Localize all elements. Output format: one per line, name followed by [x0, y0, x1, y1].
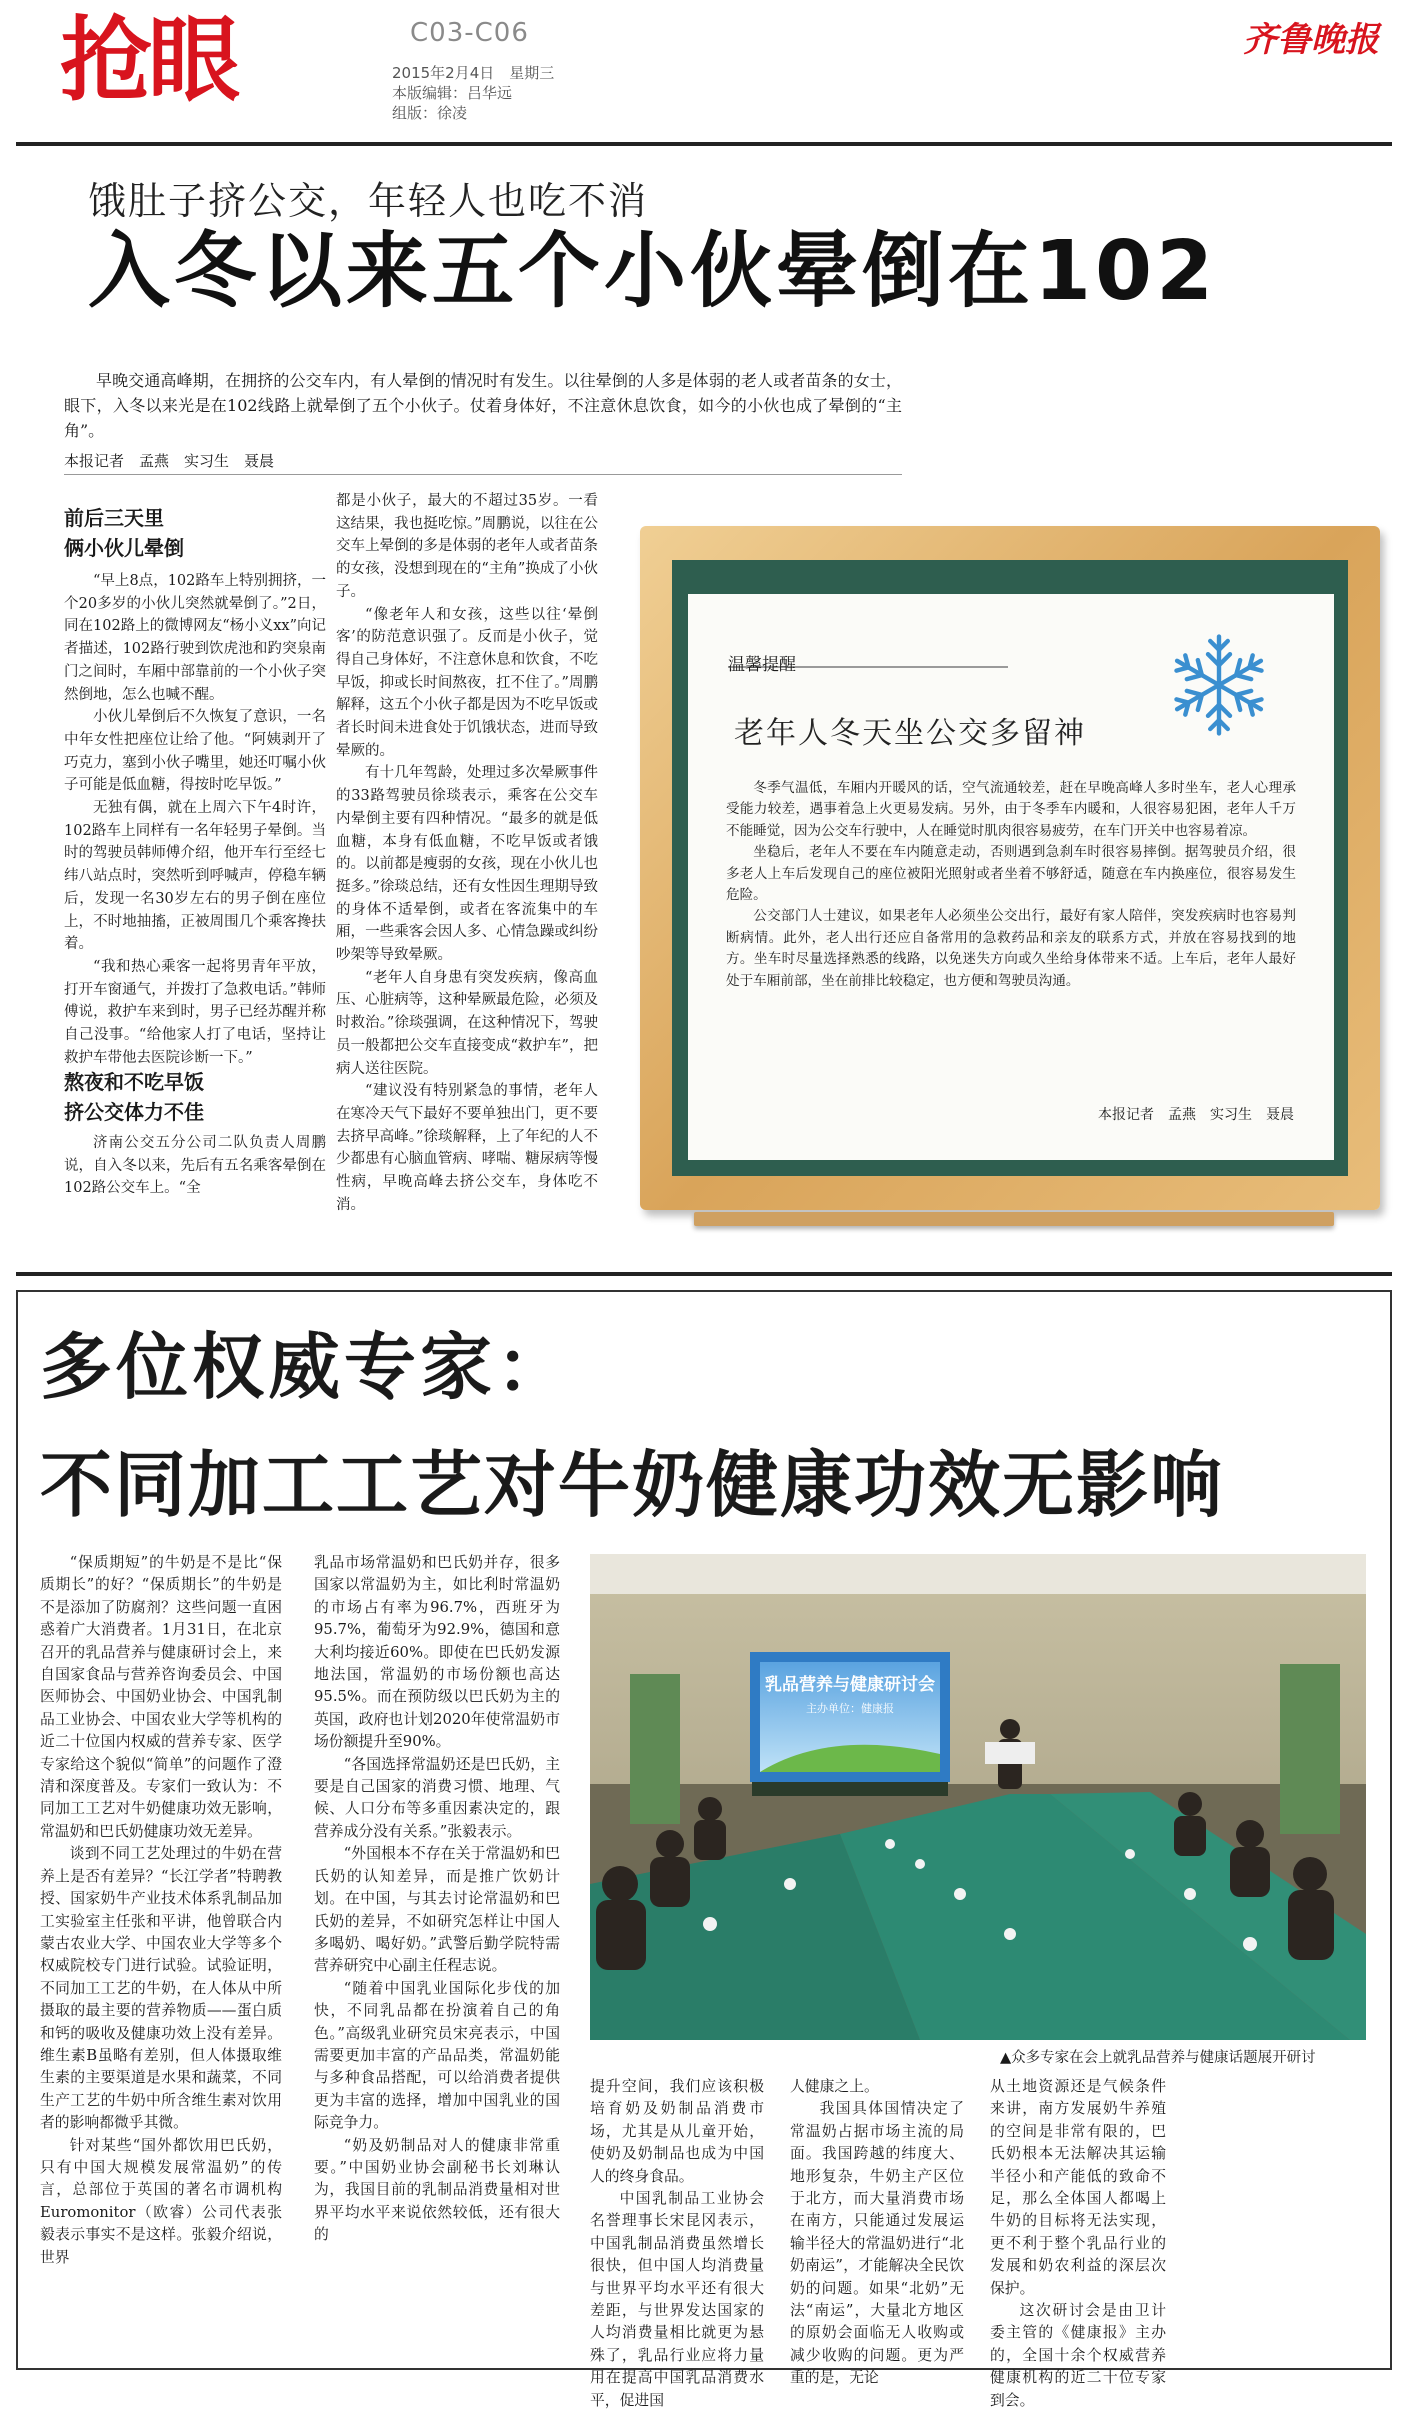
issue-date: 2015年2月4日 星期三 — [392, 64, 555, 82]
paragraph: 针对某些“国外都饮用巴氏奶，只有中国大规模发展常温奶”的传言，总部位于英国的著名市调机构Euromonitor（欧睿）公司代表张毅表示事实不是这样。张毅介绍说，世界 — [40, 2136, 282, 2266]
masthead — [0, 0, 1409, 150]
story2-column-4 — [790, 2076, 964, 2387]
story1-column-1-tail — [64, 1132, 326, 1202]
paragraph: 坐稳后，老年人不要在车内随意走动，否则遇到急刹车时很容易摔倒。据驾驶员介绍，很多老人上车后发现自己的座位被阳光照射或者坐着不够舒适，随意在车内换座位，很容易发生危险。 — [726, 844, 1296, 904]
newspaper-brand: 齐鲁晚报 — [1243, 20, 1379, 60]
paragraph: “早上8点，102路车上特别拥挤，一个20多岁的小伙儿突然就晕倒了。”2日，同在102路上的微博网友“杨小义xx”向记者描述，102路行驶到饮虎池和趵突泉南门之间时，车厢中部靠前的一个小伙子突然倒地，怎么也喊不醒。 — [64, 573, 326, 703]
paragraph: 从土地资源还是气候条件来讲，南方发展奶牛养殖的空间是非常有限的，巴氏奶根本无法解决其运输半径小和产能低的致命不足，那么全体国人都喝上牛奶的目标将无法实现，更不利于整个乳品行业的发展和奶农利益的深层次保护。 — [990, 2078, 1166, 2297]
story1-lead: 早晚交通高峰期，在拥挤的公交车内，有人晕倒的情况时有发生。以往晕倒的人多是体弱的老人或者苗条的女士，眼下，入冬以来光是在102线路上就晕倒了五个小伙子。仗着身体好，不注意休息饮食，如今的小伙也成了晕倒的“主角”。 — [64, 371, 902, 440]
notice-board — [604, 500, 1394, 1270]
paragraph: “随着中国乳业国际化步伐的加快，不同乳品都在扮演着自己的角色。”高级乳业研究员宋亮表示，中国需要更加丰富的产品品类，常温奶能与多种食品搭配，可以给消费者提供更为丰富的选择，增加中国乳业的国际竞争力。 — [314, 1979, 560, 2132]
story2-headline-line1: 多位权威专家： — [40, 1325, 573, 1409]
story1-subhead-1b: 俩小伙儿晕倒 — [64, 536, 184, 560]
paragraph: 济南公交五分公司二队负责人周鹏说，自入冬以来，先后有五名乘客晕倒在102路公交车上。“全 — [64, 1135, 326, 1197]
paragraph: 无独有偶，就在上周六下午4时许，102路车上同样有一名年轻男子晕倒。当时的驾驶员韩师傅介绍，他开车行至经七纬八站点时，突然听到呼喊声，停稳车辆后，发现一名30岁左右的男子倒在座位上，不时地抽搐，正被周围几个乘客搀扶着。 — [64, 800, 326, 953]
paragraph: “奶及奶制品对人的健康非常重要。”中国奶业协会副秘书长刘琳认为，我国目前的乳制品消费量相对世界平均水平来说依然较低，还有很大的 — [314, 2136, 560, 2244]
banner-subtitle: 主办单位：健康报 — [806, 1702, 894, 1715]
paragraph: 提升空间，我们应该积极培育奶及奶制品消费市场，尤其是从儿童开始，使奶及奶制品也成为中国人的终身食品。 — [590, 2078, 764, 2185]
paragraph: “外国根本不存在关于常温奶和巴氏奶的认知差异，而是推广饮奶计划。在中国，与其去讨论常温奶和巴氏奶的差异，不如研究怎样让中国人多喝奶、喝好奶。”武警后勤学院特需营养研究中心副主任程志说。 — [314, 1845, 560, 1975]
paragraph: “像老年人和女孩，这些以往‘晕倒客’的防范意识强了。反而是小伙子，觉得自己身体好，不注意休息和饮食，不吃早饭，抑或长时间熬夜，扛不住了。”周鹏解释，这五个小伙子都是因为不吃早饭或者长时间未进食处于饥饿状态，进而导致晕厥的。 — [336, 606, 598, 759]
page-range: C03-C06 — [410, 18, 529, 48]
paragraph: 都是小伙子，最大的不超过35岁。一看这结果，我也挺吃惊。”周鹏说，以往在公交车上晕倒的多是体弱的老年人或者苗条的女孩，没想到现在的“主角”换成了小伙子。 — [336, 493, 598, 600]
photo-caption: ▲众多专家在会上就乳品营养与健康话题展开研讨 — [1000, 2050, 1316, 2066]
story2-headline-line2: 不同加工工艺对牛奶健康功效无影响 — [40, 1443, 1225, 1527]
paragraph: “我和热心乘客一起将男青年平放，打开车窗通气，并拨打了急救电话。”韩师傅说，救护车来到时，男子已经苏醒并称自己没事。“给他家人打了电话，坚持让救护车带他去医院诊断一下。” — [64, 958, 326, 1066]
story1-column-2 — [336, 490, 598, 1266]
paragraph: 人健康之上。 — [790, 2078, 879, 2095]
paragraph: 中国乳制品工业协会名誉理事长宋昆冈表示，中国乳制品消费虽然增长很快，但中国人均消费量与世界平均水平还有很大差距，与世界发达国家的人均消费量相比就更为悬殊了，乳品行业应将力量用在提高中国乳品消费水平，促进国 — [590, 2190, 764, 2409]
paragraph: 乳品市场常温奶和巴氏奶并存，很多国家以常温奶为主，如比利时常温奶的市场占有率为96.7%，西班牙为95.7%，葡萄牙为92.9%，德国和意大利均接近60%。即使在巴氏奶发源地法国，常温奶的市场份额也高达95.5%。而在预防级以巴氏奶为主的英国，政府也计划2020年使常温奶市场份额提升至90%。 — [314, 1554, 560, 1751]
story1-column-1 — [64, 570, 326, 1066]
chalk-tray — [694, 1212, 1334, 1226]
story1-headline: 入冬以来五个小伙晕倒在102 — [88, 224, 1218, 319]
story2-column-5 — [990, 2076, 1166, 2409]
story2-column-2 — [314, 1552, 560, 2358]
paragraph: 谈到不同工艺处理过的牛奶在营养上是否有差异？“长江学者”特聘教授、国家奶牛产业技术体系乳制品加工实验室主任张和平讲，他曾联合内蒙古农业大学、中国农业大学等多个权威院校专门进行试验。试验证明，不同加工工艺的牛奶，在人体从中所摄取的最主要的营养物质——蛋白质和钙的吸收及健康功效上没有差异。维生素B虽略有差别，但人体摄取维生素的主要渠道是水果和蔬菜，不同生产工艺的牛奶中所含维生素对饮用者的影响都微乎其微。 — [40, 1845, 282, 2132]
story1-subhead-1a: 前后三天里 — [64, 506, 164, 530]
story1-byline: 本报记者 孟燕 实习生 聂晨 — [64, 452, 275, 470]
notice-body — [726, 778, 1296, 992]
paragraph: “建议没有特别紧急的事情，老年人在寒冷天气下最好不要单独出门，更不要去挤早高峰。”徐琰解释，上了年纪的人不少都患有心脑血管病、哮喘、糖尿病等慢性病，早晚高峰去挤公交车，身体吃不消。 — [336, 1083, 598, 1213]
paragraph: “各国选择常温奶还是巴氏奶，主要是自己国家的消费习惯、地理、气候、人口分布等多重因素决定的，跟营养成分没有关系。”张毅表示。 — [314, 1755, 560, 1840]
story1-kicker: 饿肚子挤公交，年轻人也吃不消 — [88, 179, 649, 223]
page-editor: 本版编辑：吕华远 — [392, 84, 513, 102]
story1-subhead-2a: 熬夜和不吃早饭 — [64, 1070, 204, 1094]
story1-subhead-2b: 挤公交体力不佳 — [64, 1100, 204, 1124]
banner-title: 乳品营养与健康研讨会 — [765, 1675, 935, 1695]
top-divider — [16, 142, 1392, 146]
section-logo: 抢眼 — [60, 7, 237, 114]
notice-title: 老年人冬天坐公交多留神 — [734, 716, 1086, 751]
notice-tab: 温馨提醒 — [728, 650, 1008, 668]
layout-credit: 组版：徐凌 — [392, 104, 468, 122]
conference-photo — [590, 1554, 1366, 2040]
story2-column-3 — [590, 2076, 764, 2409]
paragraph: “保质期短”的牛奶是不是比“保质期长”的好？“保质期长”的牛奶是不是添加了防腐剂？这些问题一直困惑着广大消费者。1月31日，在北京召开的乳品营养与健康研讨会上，来自国家食品与营养咨询委员会、中国医师协会、中国奶业协会、中国乳制品工业协会、中国农业大学等机构的近二十位国内权威的营养专家、医学专家给这个貌似“简单”的问题作了澄清和深度普及。专家们一致认为：不同加工工艺对牛奶健康功效无影响，常温奶和巴氏奶健康功效无差异。 — [40, 1554, 282, 1840]
paragraph: 这次研讨会是由卫计委主管的《健康报》主办的，全国十余个权威营养健康机构的近二十位专家到会。 — [990, 2302, 1166, 2409]
paragraph: 有十几年驾龄，处理过多次晕厥事件的33路驾驶员徐琰表示，乘客在公交车内晕倒主要有四种情况。“最多的就是低血糖，本身有低血糖，不吃早饭或者饿的。以前都是瘦弱的女孩，现在小伙儿也挺多。”徐琰总结，还有女性因生理期导致的身体不适晕倒，或者在客流集中的车厢，一些乘客会因人多、心情急躁或纠纷吵架等导致晕厥。 — [336, 765, 598, 964]
story2-column-1 — [40, 1552, 282, 2358]
notice-byline: 本报记者 孟燕 实习生 聂晨 — [1098, 1107, 1294, 1123]
byline-divider — [64, 474, 902, 475]
paragraph: 冬季气温低，车厢内开暖风的话，空气流通较差，赶在早晚高峰人多时坐车，老人心理承受能力较差，遇事着急上火更易发病。另外，由于冬季车内暖和，人很容易犯困，老年人千万不能睡觉，因为公交车行驶中，人在睡觉时肌肉很容易疲劳，在车门开关中也容易着凉。 — [726, 780, 1296, 839]
snowflake-icon — [1164, 630, 1274, 740]
paragraph: 公交部门人士建议，如果老年人必须坐公交出行，最好有家人陪伴，突发疾病时也容易判断病情。此外，老人出行还应自备常用的急救药品和亲友的联系方式，并放在容易找到的地方。坐车时尽量选择熟悉的线路，以免迷失方向或久坐给身体带来不适。上车后，老年人最好处于车厢前部，坐在前排比较稳定，也方便和驾驶员沟通。 — [726, 908, 1296, 989]
paragraph: 小伙儿晕倒后不久恢复了意识，一名中年女性把座位让给了他。“阿姨剥开了巧克力，塞到小伙子嘴里，她还叮嘱小伙子可能是低血糖，得按时吃早饭。” — [64, 709, 326, 794]
conference-scene — [590, 1554, 1366, 2040]
paragraph: “老年人自身患有突发疾病，像高血压、心脏病等，这种晕厥最危险，必须及时救治。”徐琰强调，在这种情况下，驾驶员一般都把公交车直接变成“救护车”，把病人送往医院。 — [336, 969, 598, 1077]
section-divider — [16, 1272, 1392, 1276]
paragraph: 我国具体国情决定了常温奶占据市场主流的局面。我国跨越的纬度大、地形复杂，牛奶主产区位于北方，而大量消费市场在南方，只能通过发展运输半径大的常温奶进行“北奶南运”，才能解决全民饮奶的问题。如果“北奶”无法“南运”，大量北方地区的原奶会面临无人收购或减少收购的问题。更为严重的是，无论 — [790, 2100, 964, 2387]
